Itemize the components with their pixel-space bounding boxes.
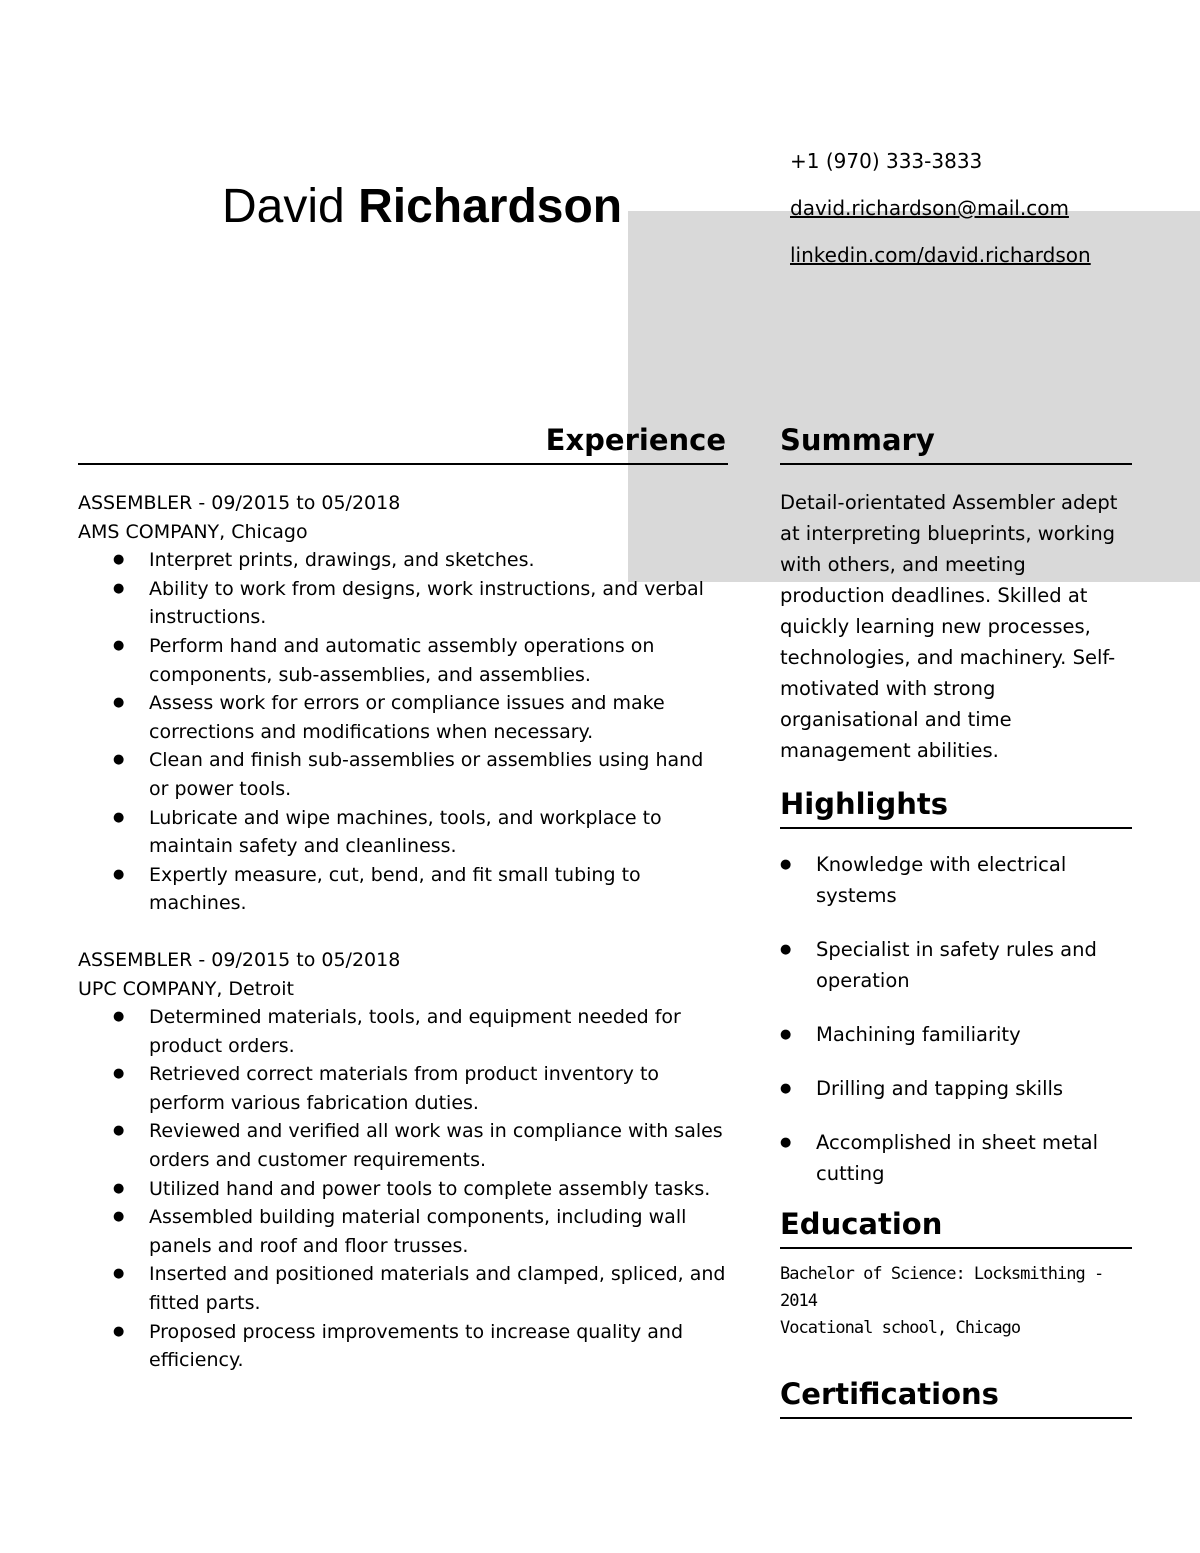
highlights-section <box>780 784 1132 1189</box>
certifications-divider <box>780 1417 1132 1419</box>
job-company: UPC COMPANY, Detroit <box>78 977 294 1000</box>
highlights-list <box>780 849 1132 1189</box>
job-duty: ● Inserted and positioned materials and clamped, spliced, and fitted parts. <box>78 1260 728 1317</box>
job-entry <box>78 489 728 918</box>
candidate-name <box>222 176 622 238</box>
highlight-item: ● Machining familiarity <box>780 1019 1132 1050</box>
job-duty: ● Determined materials, tools, and equipment needed for product orders. <box>78 1003 728 1060</box>
first-name: David <box>222 180 345 233</box>
education-degree: Bachelor of Science: Locksmithing - 2014 <box>780 1264 1104 1311</box>
summary-section <box>780 420 1132 766</box>
highlight-item: ● Knowledge with electrical systems <box>780 849 1132 911</box>
job-duties <box>78 1003 728 1375</box>
job-duty: ● Lubricate and wipe machines, tools, and workplace to maintain safety and cleanliness. <box>78 804 728 861</box>
highlights-heading: Highlights <box>780 787 949 821</box>
job-duty: ● Ability to work from designs, work instructions, and verbal instructions. <box>78 575 728 632</box>
experience-heading: Experience <box>545 423 726 457</box>
job-duty: ● Assess work for errors or compliance issues and make corrections and modifications when necessary. <box>78 689 728 746</box>
job-duty: ● Expertly measure, cut, bend, and fit small tubing to machines. <box>78 861 728 918</box>
highlights-divider <box>780 827 1132 829</box>
education-divider <box>780 1247 1132 1249</box>
job-entry <box>78 946 728 1375</box>
experience-divider <box>78 463 728 465</box>
job-duty: ● Reviewed and verified all work was in compliance with sales orders and customer requirements. <box>78 1117 728 1174</box>
education-details <box>780 1261 1132 1342</box>
contact-info <box>790 146 1091 287</box>
job-duty: ● Retrieved correct materials from product inventory to perform various fabrication duties. <box>78 1060 728 1117</box>
experience-section <box>78 420 728 1375</box>
job-company: AMS COMPANY, Chicago <box>78 520 308 543</box>
summary-divider <box>780 463 1132 465</box>
linkedin-link[interactable]: linkedin.com/david.richardson <box>790 243 1091 267</box>
job-duty: ● Interpret prints, drawings, and sketches. <box>78 546 728 575</box>
job-duty: ● Perform hand and automatic assembly operations on components, sub-assemblies, and assemblies. <box>78 632 728 689</box>
sidebar-column <box>780 420 1132 1419</box>
education-heading: Education <box>780 1207 943 1241</box>
job-duty: ● Proposed process improvements to increase quality and efficiency. <box>78 1318 728 1375</box>
summary-heading: Summary <box>780 423 935 457</box>
certifications-section <box>780 1374 1132 1419</box>
education-section <box>780 1204 1132 1342</box>
last-name: Richardson <box>358 180 623 233</box>
job-duty: ● Clean and finish sub-assemblies or assemblies using hand or power tools. <box>78 746 728 803</box>
education-school: Vocational school, Chicago <box>780 1318 1021 1338</box>
job-title-dates: ASSEMBLER - 09/2015 to 05/2018 <box>78 948 401 971</box>
certifications-heading: Certifications <box>780 1377 999 1411</box>
job-title-dates: ASSEMBLER - 09/2015 to 05/2018 <box>78 492 401 514</box>
summary-text: Detail-orientated Assembler adept at interpreting blueprints, working with others, and meeting production deadlines. Skilled at quickly learning new processes, technologies, and machinery. Self-motivated with strong organisational and time management abilities. <box>780 491 1118 762</box>
email-link[interactable]: david.richardson@mail.com <box>790 196 1069 220</box>
job-duty: ● Assembled building material components, including wall panels and roof and floor trusses. <box>78 1203 728 1260</box>
phone-number: +1 (970) 333-3833 <box>790 149 983 173</box>
job-duty: ● Utilized hand and power tools to complete assembly tasks. <box>78 1175 728 1204</box>
highlight-item: ● Specialist in safety rules and operation <box>780 934 1132 996</box>
highlight-item: ● Accomplished in sheet metal cutting <box>780 1127 1132 1189</box>
job-duties <box>78 546 728 918</box>
highlight-item: ● Drilling and tapping skills <box>780 1073 1132 1104</box>
